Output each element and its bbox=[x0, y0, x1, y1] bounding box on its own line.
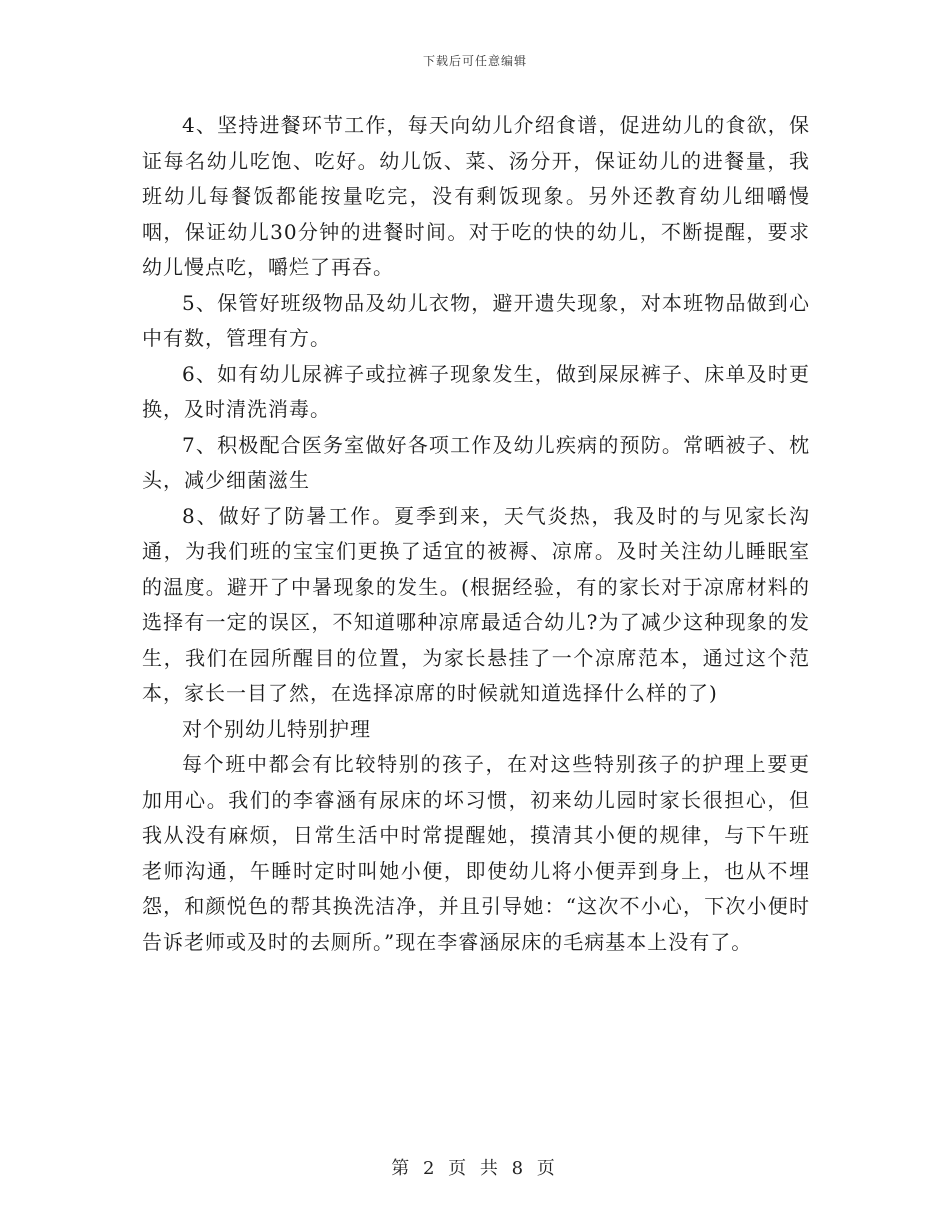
paragraph-heatstroke-prevention: 8、做好了防暑工作。夏季到来，天气炎热，我及时的与见家长沟通，为我们班的宝宝们更换了适宜的被褥、凉席。及时关注幼儿睡眠室的温度。避开了中暑现象的发生。(根据经验，有的家长对于凉席材料的选择有一定的误区，不知道哪种凉席最适合幼儿?为了减少这种现象的发生，我们在园所醒目的位置，为家长悬挂了一个凉席范本，通过这个范本，家长一目了然，在选择凉席的时候就知道选择什么样的了) bbox=[142, 503, 810, 705]
page-number: 第 2 页 共 8 页 bbox=[391, 1158, 559, 1179]
page-header: 下载后可任意编辑 bbox=[422, 54, 527, 68]
paragraph-meal-care: 4、坚持进餐环节工作，每天向幼儿介绍食谱，促进幼儿的食欲，保证每名幼儿吃饱、吃好。幼儿饭、菜、汤分开，保证幼儿的进餐量，我班幼儿每餐饭都能按量吃完，没有剩饭现象。另外还教育幼儿细嚼慢咽，保证幼儿30分钟的进餐时间。对于吃的快的幼儿，不断提醒，要求幼儿慢点吃，嚼烂了再吞。 bbox=[142, 113, 810, 279]
paragraph-belongings: 5、保管好班级物品及幼儿衣物，避开遗失现象，对本班物品做到心中有数，管理有方。 bbox=[142, 290, 810, 350]
section-heading-special-care: 对个别幼儿特别护理 bbox=[182, 716, 371, 741]
paragraph-disease-prevention: 7、积极配合医务室做好各项工作及幼儿疾病的预防。常晒被子、枕头，减少细菌滋生 bbox=[142, 432, 810, 492]
document-body bbox=[142, 108, 810, 960]
paragraph-pants-accidents: 6、如有幼儿尿裤子或拉裤子现象发生，做到屎尿裤子、床单及时更换，及时清洗消毒。 bbox=[142, 361, 810, 421]
paragraph-special-care: 每个班中都会有比较特别的孩子，在对这些特别孩子的护理上要更加用心。我们的李睿涵有尿床的坏习惯，初来幼儿园时家长很担心，但我从没有麻烦，日常生活中时常提醒她，摸清其小便的规律，与下午班老师沟通，午睡时定时叫她小便，即使幼儿将小便弄到身上，也从不埋怨，和颜悦色的帮其换洗洁净，并且引导她：“这次不小心，下次小便时告诉老师或及时的去厕所。”现在李睿涵尿床的毛病基本上没有了。 bbox=[142, 752, 810, 954]
